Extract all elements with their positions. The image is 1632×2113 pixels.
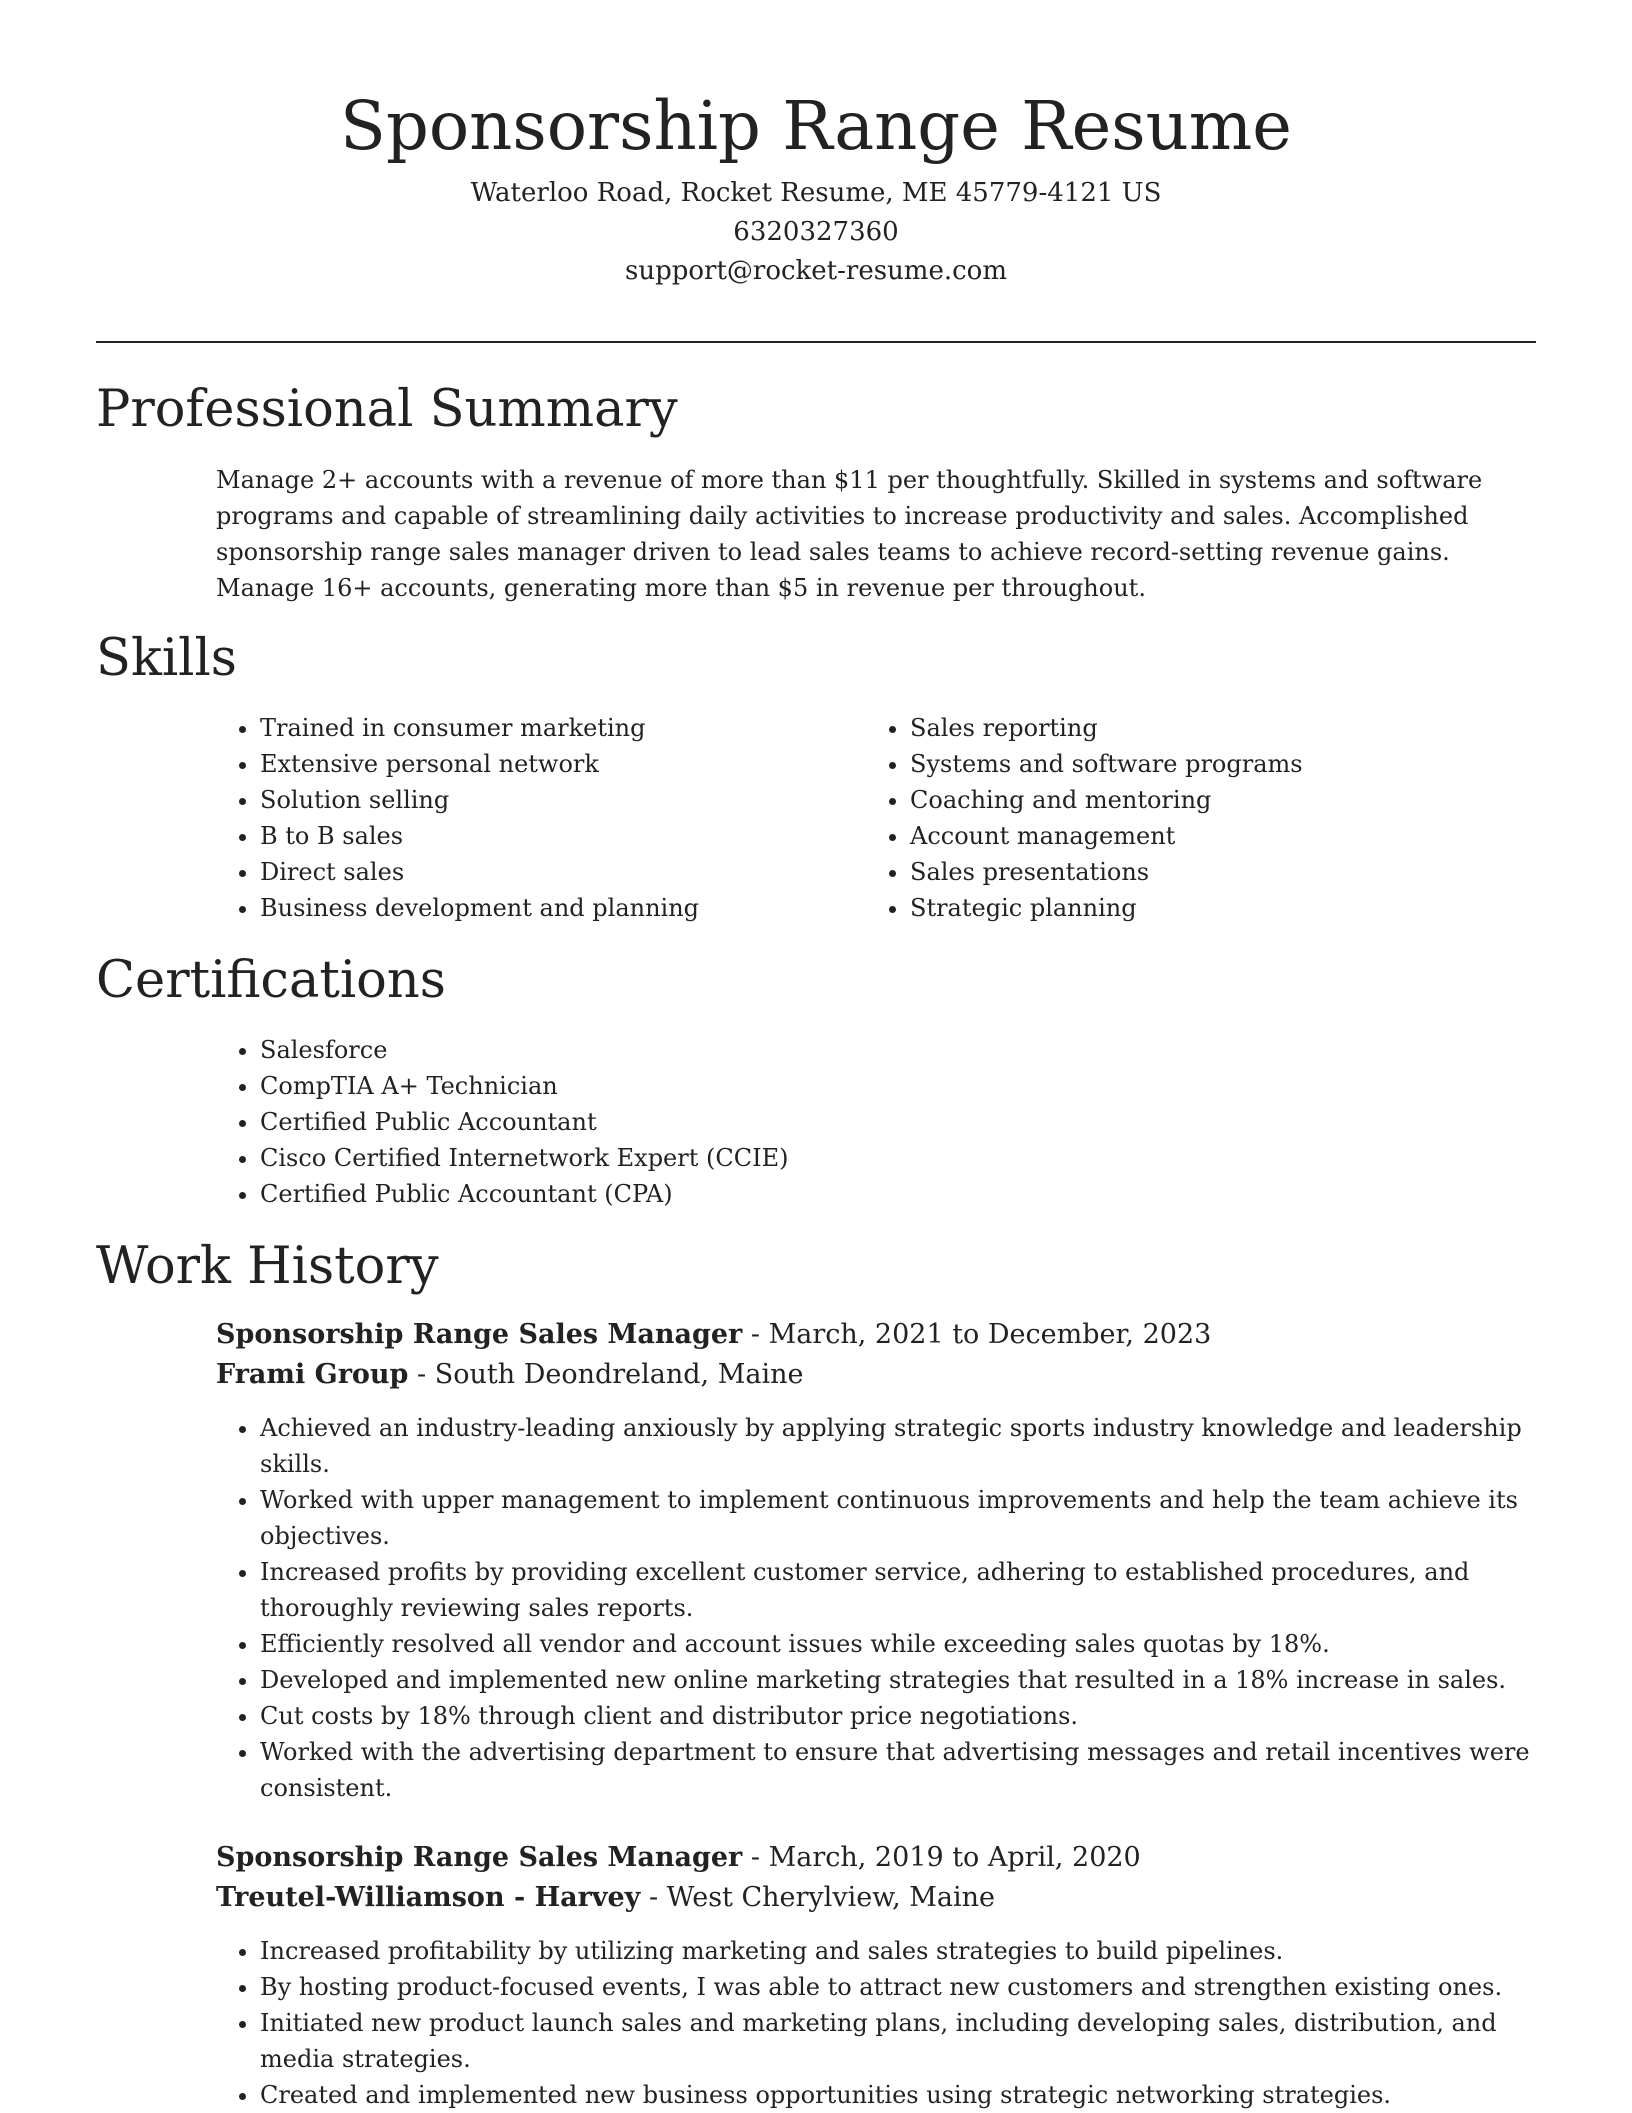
skill-item: • Trained in consumer marketing	[260, 710, 860, 746]
header-divider	[96, 341, 1536, 343]
job-title-line	[216, 1838, 1536, 1878]
job-dates: - March, 2019 to April, 2020	[750, 1842, 1141, 1873]
contact-email: support@rocket-resume.com	[624, 256, 1007, 286]
skill-item: • Coaching and mentoring	[910, 782, 1550, 818]
job-bullet: • Initiated new product launch sales and marketing plans, including developing sales, distribution, and media strategies.	[260, 2005, 1550, 2077]
skill-item: • Sales presentations	[910, 854, 1550, 890]
section-title-certifications: Certifications	[96, 951, 446, 1010]
skills-list-left	[216, 710, 860, 926]
skill-item: • Extensive personal network	[260, 746, 860, 782]
skills-list-right	[866, 710, 1550, 926]
skill-item: • Solution selling	[260, 782, 860, 818]
summary-paragraph: Manage 2+ accounts with a revenue of more than $11 per thoughtfully. Skilled in systems and software programs and capable of streamlining daily activities to increase productivity and sales. Accomplished sponsorship range sales manager driven to lead sales teams to achieve record-setting revenue gains. Manage 16+ accounts, generating more than $5 in revenue per throughout.	[216, 466, 1483, 602]
job-bullet: • Cut costs by 18% through client and distributor price negotiations.	[260, 1698, 1550, 1734]
section-title-work-history: Work History	[96, 1237, 439, 1296]
job-title: Sponsorship Range Sales Manager	[216, 1319, 743, 1350]
job-bullet: • Developed and implemented new online marketing strategies that resulted in a 18% increase in sales.	[260, 1662, 1550, 1698]
resume-name: Sponsorship Range Resume	[340, 87, 1292, 165]
job-title: Sponsorship Range Sales Manager	[216, 1842, 743, 1873]
job-bullet: • Achieved an industry-leading anxiously by applying strategic sports industry knowledge and leadership skills.	[260, 1410, 1550, 1482]
skill-item: • Strategic planning	[910, 890, 1550, 926]
job-location: - West Cherylview, Maine	[648, 1882, 995, 1913]
job-title-line	[216, 1315, 1536, 1355]
skill-item: • Business development and planning	[260, 890, 860, 926]
certification-item: • Cisco Certified Internetwork Expert (CCIE)	[260, 1140, 1550, 1176]
job-location: - South Deondreland, Maine	[417, 1359, 804, 1390]
job-bullet: • Created and implemented new business opportunities using strategic networking strategies.	[260, 2077, 1550, 2113]
job-bullet: • Worked with upper management to implement continuous improvements and help the team achieve its objectives.	[260, 1482, 1550, 1554]
certifications-list	[216, 1032, 1550, 1212]
skill-item: • Direct sales	[260, 854, 860, 890]
job-bullets	[216, 1410, 1550, 1806]
job-bullet: • Efficiently resolved all vendor and account issues while exceeding sales quotas by 18%.	[260, 1626, 1550, 1662]
certification-item: • CompTIA A+ Technician	[260, 1068, 1550, 1104]
contact-phone: 6320327360	[733, 217, 899, 247]
skill-item: • Sales reporting	[910, 710, 1550, 746]
contact-address: Waterloo Road, Rocket Resume, ME 45779-4121 US	[470, 178, 1162, 208]
skill-item: • Account management	[910, 818, 1550, 854]
certification-item: • Certified Public Accountant	[260, 1104, 1550, 1140]
job-company: Treutel-Williamson - Harvey	[216, 1882, 641, 1913]
job-bullets	[216, 1933, 1550, 2113]
certification-item: • Certified Public Accountant (CPA)	[260, 1176, 1550, 1212]
skill-item: • Systems and software programs	[910, 746, 1550, 782]
job-company: Frami Group	[216, 1359, 409, 1390]
job-bullet: • Increased profits by providing excellent customer service, adhering to established procedures, and thoroughly reviewing sales reports.	[260, 1554, 1550, 1626]
section-title-summary: Professional Summary	[96, 380, 678, 439]
section-title-skills: Skills	[96, 629, 237, 688]
skill-item: • B to B sales	[260, 818, 860, 854]
certification-item: • Salesforce	[260, 1032, 1550, 1068]
job-company-line	[216, 1355, 1536, 1395]
job-company-line	[216, 1878, 1536, 1918]
job-bullet: • By hosting product-focused events, I was able to attract new customers and strengthen existing ones.	[260, 1969, 1550, 2005]
job-bullet: • Increased profitability by utilizing marketing and sales strategies to build pipelines.	[260, 1933, 1550, 1969]
resume-header	[96, 82, 1536, 291]
job-dates: - March, 2021 to December, 2023	[750, 1319, 1212, 1350]
job-bullet: • Worked with the advertising department to ensure that advertising messages and retail incentives were consistent.	[260, 1734, 1550, 1806]
contact-block	[96, 174, 1536, 291]
